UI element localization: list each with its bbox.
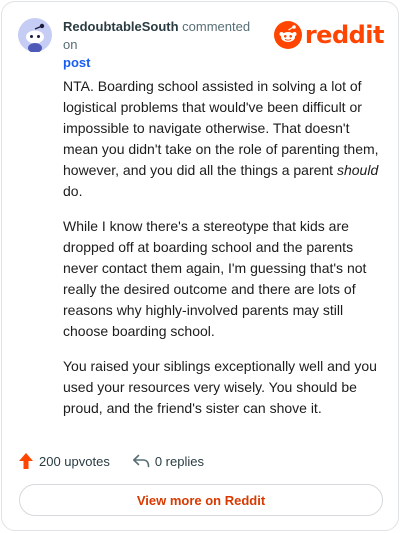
reddit-wordmark: reddit xyxy=(304,21,384,49)
post-link[interactable]: post xyxy=(63,55,91,70)
comment-meta xyxy=(63,18,263,72)
snoo-avatar-icon[interactable] xyxy=(18,18,52,52)
reddit-logo[interactable] xyxy=(274,20,384,50)
reddit-snoo-icon xyxy=(274,21,302,49)
reply-button[interactable] xyxy=(132,453,204,469)
comment-paragraph: NTA. Boarding school assisted in solving a lot of logistical problems that would've been difficult or impossible to navigate otherwise. That doesn't mean you didn't take on the role of parenting them, however, and you did all the things a parent should do. xyxy=(63,78,379,199)
comment-paragraph: You raised your siblings exceptionally well and you used your resources very wisely. You should be proud, and the friend's sister can shove it. xyxy=(63,358,377,416)
reply-count: 0 replies xyxy=(154,453,204,469)
upvote-button[interactable] xyxy=(18,452,110,470)
comment-author[interactable]: RedoubtableSouth xyxy=(63,19,179,34)
emphasis-text: should xyxy=(336,162,379,178)
reply-arrow-icon xyxy=(132,453,150,469)
comment-header xyxy=(18,16,384,70)
comment-paragraph: While I know there's a stereotype that kids are dropped off at boarding school and the parents never contact them again, I'm guessing that's not really the desired outcome and there are lots of reasons why highly-involved parents may still choose boarding school. xyxy=(63,218,367,339)
upvote-count: 200 upvotes xyxy=(39,453,110,469)
comment-footer xyxy=(18,450,204,472)
comment-body xyxy=(63,76,381,433)
upvote-arrow-icon xyxy=(18,452,34,470)
comment-action-text: commented on xyxy=(63,19,251,52)
embedded-comment-card xyxy=(1,1,399,531)
view-more-button[interactable]: View more on Reddit xyxy=(19,484,383,516)
